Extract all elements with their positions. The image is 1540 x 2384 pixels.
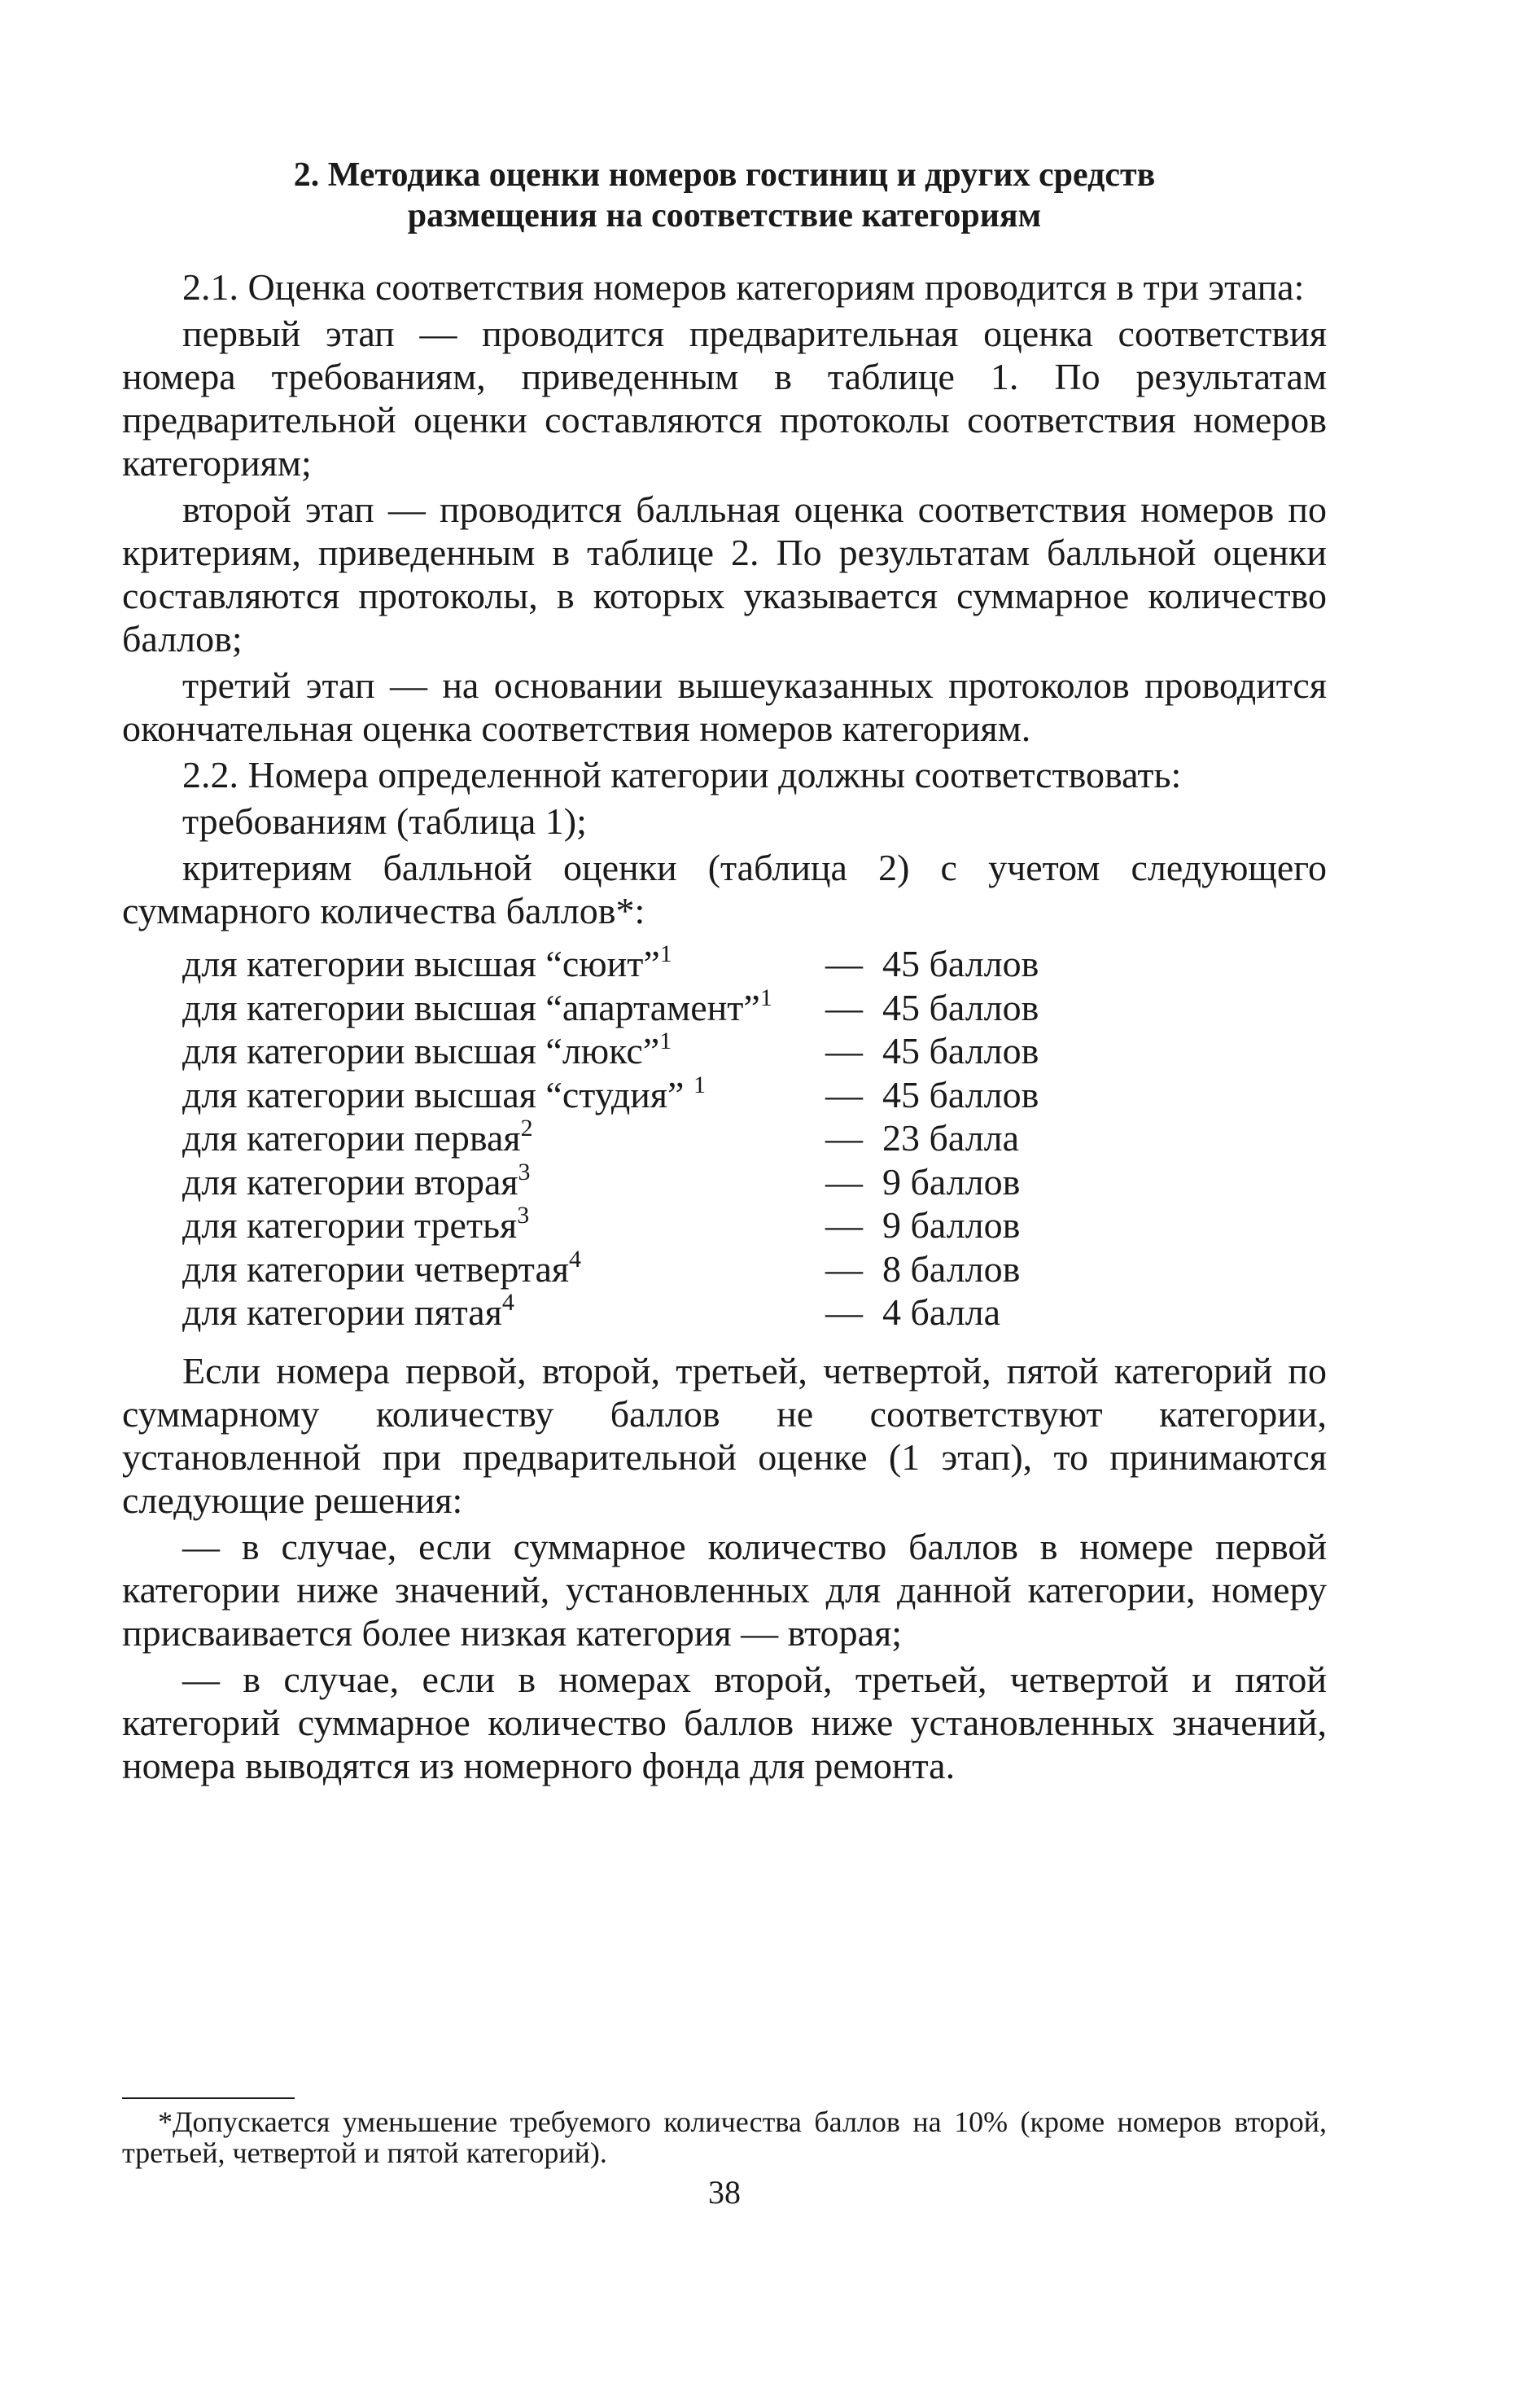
footnote-ref: 1 [759,984,772,1011]
category-label: для категории высшая “студия” $^1$ [182,1071,706,1115]
paragraph-2-1: 2.1. Оценка соответствия номеров категориям проводится в три этапа: [182,266,1305,308]
category-points: 9 баллов [882,1160,1021,1203]
footnote-ref: 4 [569,1245,582,1273]
category-points: 45 баллов [882,1073,1039,1115]
document-page [122,155,1327,1790]
paragraph-criteria: критериям балльной оценки (таблица 2) с учетом следующего суммарного количества баллов*: [122,847,1327,931]
category-row [182,1247,1327,1291]
category-row [182,1073,1327,1117]
category-dash: — [825,1030,863,1071]
paragraph-mismatch: Если номера первой, второй, третьей, четвертой, пятой категорий по суммарному количеству баллов не соответствуют категории, установленной при предварительной оценке (1 этап), то принимаются следующие решения: [122,1349,1327,1521]
paragraph-decision-first: — в случае, если суммарное количество баллов в номере первой категории ниже значений, установленных для данной категории, номеру присваивается более низкая категория — вторая; [122,1525,1327,1654]
category-points: 45 баллов [882,1030,1039,1071]
category-row [182,1203,1327,1247]
category-row [182,1160,1327,1204]
paragraph-2-2: 2.2. Номера определенной категории должны соответствовать: [182,754,1182,795]
category-row [182,942,1327,986]
category-points: 8 баллов [882,1247,1021,1290]
section-heading [122,155,1327,236]
category-dash: — [825,943,863,984]
footnote-ref: 2 [520,1115,533,1142]
footnote-ref: 1 [659,1028,672,1054]
paragraph-stage-3: третий этап — на основании вышеуказанных протоколов проводится окончательная оценка соответствия номеров категориям. [122,664,1327,749]
category-label: для категории пятая$^4$ [182,1289,514,1333]
category-label: для категории первая$^2$ [182,1115,533,1159]
footnote-ref: 3 [518,1158,531,1185]
category-points: 4 балла [882,1291,1001,1333]
category-points: 9 баллов [882,1204,1021,1246]
category-points-list [182,942,1327,1334]
category-dash: — [825,986,863,1028]
page-number: 38 [708,2174,741,2211]
category-dash: — [825,1117,863,1159]
category-label: для категории высшая “люкс”$^1$ [182,1028,672,1071]
category-points: 45 баллов [882,986,1039,1028]
paragraph-stage-1: первый этап — проводится предварительная оценка соответствия номера требованиям, приведенным в таблице 1. По результатам предварительной оценки составляются протоколы соответствия номеров категориям; [122,313,1327,484]
category-dash: — [825,1160,863,1203]
footnote-ref: 1 [659,940,672,967]
section-heading-line-2: размещения на соответствие категориям [407,197,1042,234]
category-dash: — [825,1291,863,1333]
category-dash: — [825,1204,863,1246]
category-dash: — [825,1247,863,1290]
category-row [182,1291,1327,1334]
category-points: 23 балла [882,1117,1020,1159]
category-row [182,1116,1327,1160]
category-row [182,986,1327,1030]
paragraph-stage-2: второй этап — проводится балльная оценка соответствия номеров по критериям, приведенным в таблице 2. По результатам балльной оценки составляются протоколы, в которых указывается суммарное количество баллов; [122,489,1327,660]
section-heading-line-1: 2. Методика оценки номеров гостиниц и других средств [293,156,1156,194]
category-dash: — [825,1073,863,1115]
paragraph-decision-others: — в случае, если в номерах второй, третьей, четвертой и пятой категорий суммарное количество баллов ниже установленных значений, номера выводятся из номерного фонда для ремонта. [122,1658,1327,1786]
category-label: для категории высшая “сюит”$^1$ [182,940,672,984]
category-points: 45 баллов [882,943,1039,984]
footnote-ref: 1 [693,1071,706,1098]
footnote: *Допускается уменьшение требуемого количества баллов на 10% (кроме номеров второй, третьей, четвертой и пятой категорий). [122,2106,1327,2169]
category-row [182,1029,1327,1073]
footnote-divider [122,2097,295,2099]
category-label: для категории третья$^3$ [182,1202,530,1246]
category-label: для категории четвертая$^4$ [182,1245,582,1290]
category-label: для категории высшая “апартамент”$^1$ [182,984,772,1028]
footnote-ref: 4 [501,1289,514,1316]
category-label: для категории вторая$^3$ [182,1158,531,1203]
paragraph-requirements: требованиям (таблица 1); [182,800,587,842]
footnote-ref: 3 [517,1202,530,1229]
